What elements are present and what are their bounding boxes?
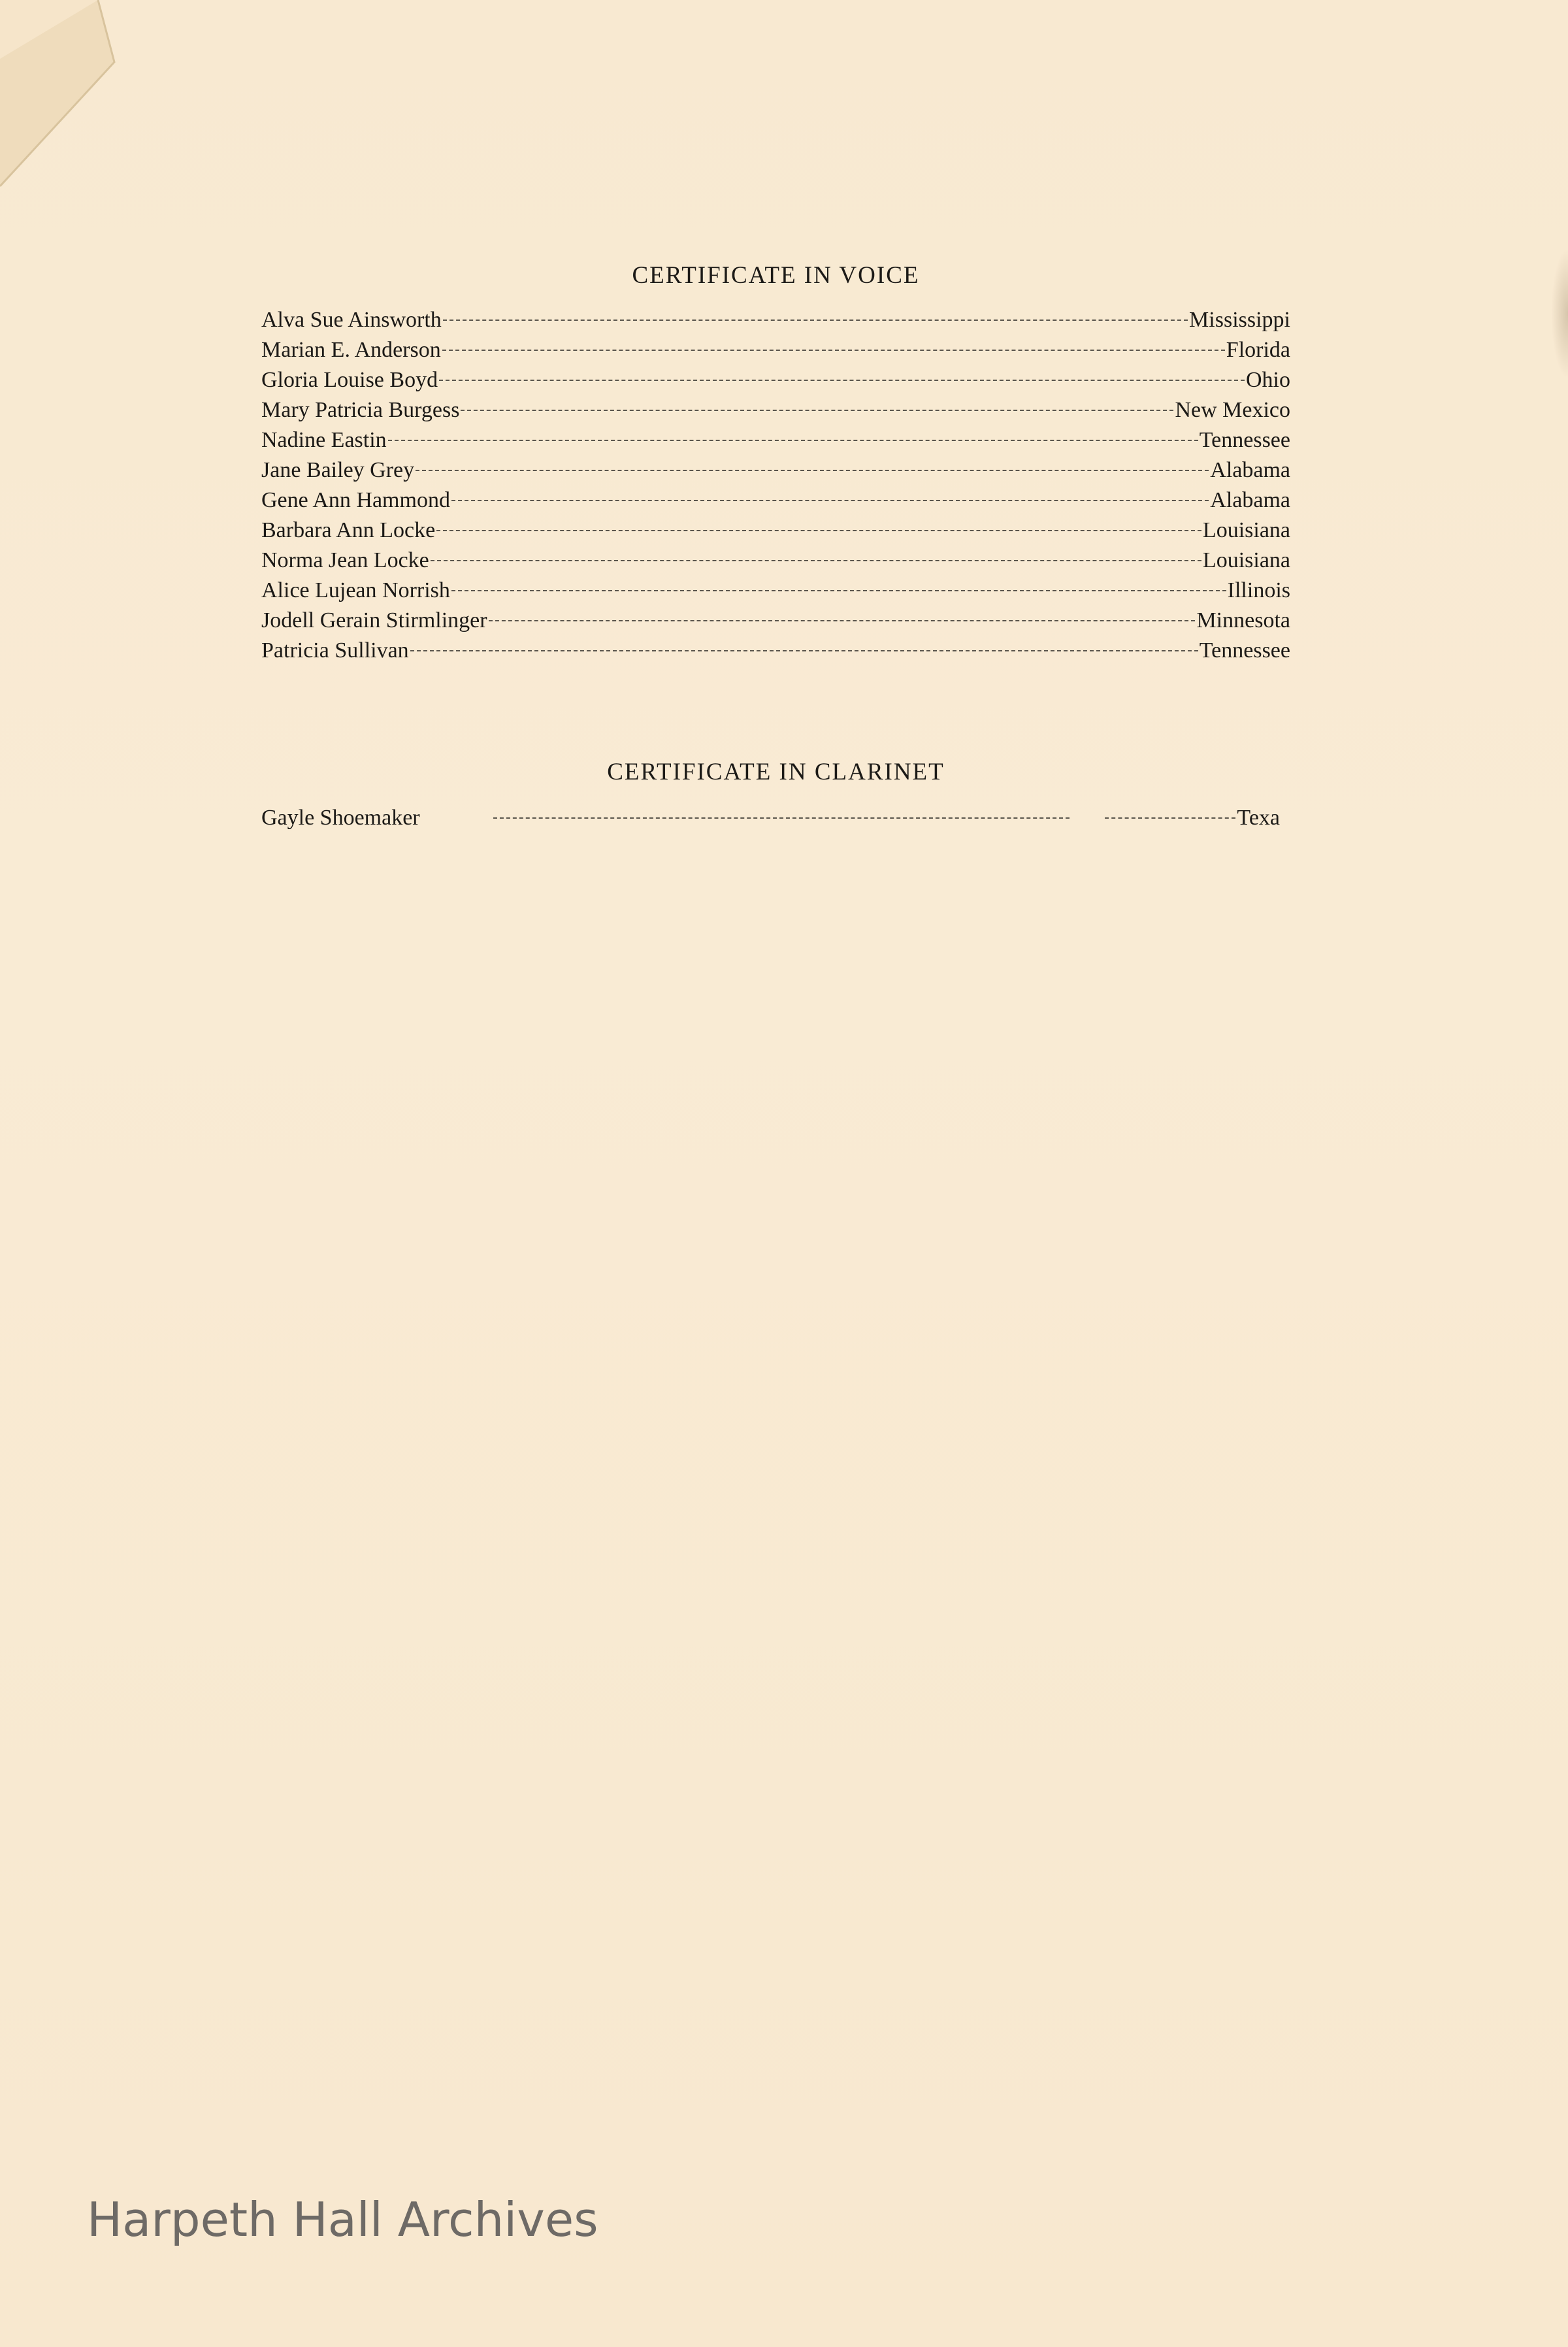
entry-state: Ohio — [1246, 368, 1290, 392]
entry-state: Texa — [1237, 806, 1280, 830]
list-item — [261, 516, 1290, 546]
certificate-in-clarinet-section — [261, 758, 1290, 833]
section-title-voice: CERTIFICATE IN VOICE — [632, 262, 920, 289]
entry-state: Alabama — [1210, 458, 1290, 482]
dotted-leader — [443, 320, 1188, 321]
list-item — [261, 803, 1290, 833]
clarinet-entry-list — [261, 803, 1290, 833]
dotted-leader — [442, 350, 1225, 351]
folded-corner — [0, 0, 131, 196]
dotted-leader — [461, 410, 1173, 411]
list-item — [261, 546, 1290, 576]
section-title-clarinet: CERTIFICATE IN CLARINET — [607, 759, 945, 785]
entry-state: Illinois — [1227, 578, 1290, 602]
entry-name: Jane Bailey Grey — [261, 458, 415, 482]
certificate-in-voice-section — [261, 261, 1290, 666]
dotted-leader — [431, 560, 1201, 561]
dotted-leader — [489, 620, 1196, 621]
dotted-leader — [451, 500, 1209, 501]
entry-name: Gene Ann Hammond — [261, 488, 450, 512]
entry-name: Alva Sue Ainsworth — [261, 308, 442, 332]
entry-state: Alabama — [1210, 488, 1290, 512]
entry-state: Louisiana — [1202, 548, 1290, 572]
dotted-leader — [451, 590, 1226, 591]
list-item — [261, 305, 1290, 335]
list-item — [261, 365, 1290, 395]
dotted-leader — [1105, 817, 1235, 819]
list-item — [261, 636, 1290, 666]
dotted-leader — [436, 530, 1201, 531]
entry-name: Patricia Sullivan — [261, 638, 409, 663]
dotted-leader — [388, 440, 1198, 441]
list-item — [261, 335, 1290, 365]
entry-state: Minnesota — [1196, 608, 1290, 632]
list-item — [261, 576, 1290, 606]
voice-entry-list — [261, 305, 1290, 666]
dotted-leader — [410, 650, 1198, 651]
entry-state: Tennessee — [1199, 428, 1290, 452]
entry-name: Mary Patricia Burgess — [261, 398, 460, 422]
entry-name: Gayle Shoemaker — [261, 806, 420, 830]
entry-name: Alice Lujean Norrish — [261, 578, 450, 602]
entry-state: Mississippi — [1189, 308, 1290, 332]
list-item — [261, 425, 1290, 455]
list-item — [261, 395, 1290, 425]
list-item — [261, 455, 1290, 485]
entry-state: Florida — [1226, 338, 1290, 362]
dotted-leader — [493, 817, 1070, 819]
list-item — [261, 485, 1290, 516]
entry-name: Marian E. Anderson — [261, 338, 441, 362]
archive-watermark: Harpeth Hall Archives — [87, 2192, 598, 2247]
entry-state: New Mexico — [1175, 398, 1290, 422]
paper-edge-shadow — [1551, 248, 1568, 379]
list-item — [261, 606, 1290, 636]
entry-name: Nadine Eastin — [261, 428, 387, 452]
entry-name: Jodell Gerain Stirmlinger — [261, 608, 487, 632]
entry-name: Barbara Ann Locke — [261, 518, 436, 542]
dotted-leader — [439, 380, 1245, 381]
entry-name: Norma Jean Locke — [261, 548, 429, 572]
entry-state: Tennessee — [1199, 638, 1290, 663]
dotted-leader — [416, 470, 1209, 471]
entry-name: Gloria Louise Boyd — [261, 368, 438, 392]
entry-state: Louisiana — [1202, 518, 1290, 542]
